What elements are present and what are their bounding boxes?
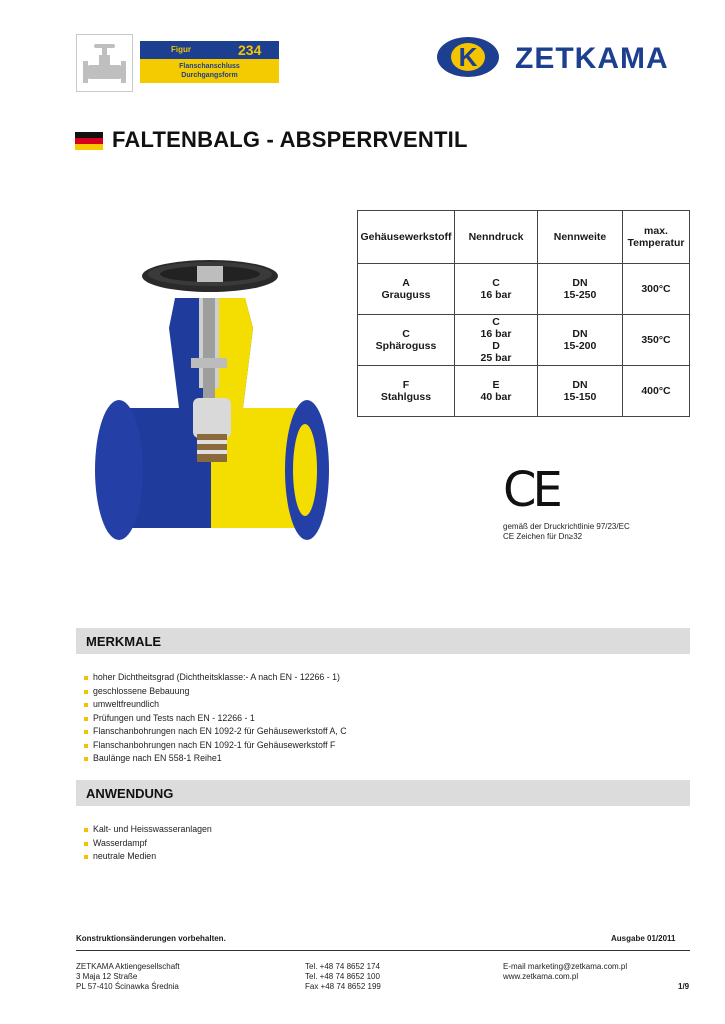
figure-number: 234 (238, 42, 262, 58)
website-link[interactable]: www.zetkama.com.pl (503, 972, 579, 981)
page-number: 1/9 (678, 982, 690, 991)
table-row (358, 366, 690, 417)
merkmale-heading-bar (76, 628, 690, 654)
table-cell: E 40 bar (455, 366, 538, 417)
table-cell: 350°C (623, 315, 690, 366)
anwendung-list (84, 823, 212, 864)
table-cell: A Grauguss (358, 264, 455, 315)
list-item: geschlossene Bebauung (84, 685, 347, 699)
list-item: Flanschanbohrungen nach EN 1092-2 für Gehäusewerkstoff A, C (84, 725, 347, 739)
brand-name: ZETKAMA (515, 42, 669, 75)
footer-edition: Ausgabe 01/2011 (611, 934, 676, 943)
table-header: Nenndruck (455, 211, 538, 264)
figure-label: Figur (171, 45, 191, 54)
figure-desc-line1: Flanschanschluss (179, 63, 240, 70)
table-cell: DN 15-250 (538, 264, 623, 315)
table-cell: 300°C (623, 264, 690, 315)
table-cell: C Sphäroguss (358, 315, 455, 366)
list-item: hoher Dichtheitsgrad (Dichtheitsklasse:- A nach EN - 12266 - 1) (84, 671, 347, 685)
table-cell: DN 15-150 (538, 366, 623, 417)
list-item: neutrale Medien (84, 850, 212, 864)
anwendung-heading-bar (76, 780, 690, 806)
list-item: Prüfungen und Tests nach EN - 12266 - 1 (84, 712, 347, 726)
figure-badge (140, 41, 279, 83)
table-header: Gehäusewerkstoff (358, 211, 455, 264)
valve-illustration (93, 258, 333, 568)
table-cell: C 16 bar (455, 264, 538, 315)
email-link[interactable]: E-mail marketing@zetkama.com.pl (503, 962, 628, 971)
table-row (358, 315, 690, 366)
list-item: Baulänge nach EN 558-1 Reihe1 (84, 752, 347, 766)
table-row (358, 264, 690, 315)
merkmale-list (84, 671, 347, 766)
list-item: Wasserdampf (84, 837, 212, 851)
zetkama-logo (437, 36, 693, 78)
footer-note: Konstruktionsänderungen vorbehalten. (76, 934, 226, 943)
figure-thumbnail (76, 34, 133, 92)
german-flag-icon (75, 132, 103, 150)
footer-divider (76, 950, 690, 951)
list-item: Flanschanbohrungen nach EN 1092-1 für Gehäusewerkstoff F (84, 739, 347, 753)
table-cell: DN 15-200 (538, 315, 623, 366)
table-header: Nennweite (538, 211, 623, 264)
page-title: FALTENBALG - ABSPERRVENTIL (112, 127, 468, 152)
list-item: Kalt- und Heisswasseranlagen (84, 823, 212, 837)
table-cell: 400°C (623, 366, 690, 417)
footer-contact (503, 962, 627, 982)
spec-table (357, 210, 690, 417)
table-header: max. Temperatur (623, 211, 690, 264)
list-item: umweltfreundlich (84, 698, 347, 712)
table-cell: C 16 bar D 25 bar (455, 315, 538, 366)
section-heading: ANWENDUNG (86, 786, 174, 801)
ce-mark-icon: CE (503, 462, 559, 518)
footer-phones: Tel. +48 74 8652 174 Tel. +48 74 8652 100 Fax +48 74 8652 199 (305, 962, 381, 991)
figure-desc-line2: Durchgangsform (181, 72, 238, 79)
valve-thumbnail-icon (77, 35, 132, 91)
table-cell: F Stahlguss (358, 366, 455, 417)
section-heading: MERKMALE (86, 634, 162, 649)
footer-company: ZETKAMA Aktiengesellschaft 3 Maja 12 Straße PL 57-410 Ścinawka Średnia (76, 962, 180, 991)
ce-note: gemäß der Druckrichtlinie 97/23/EC CE Zeichen für Dn≥32 (503, 522, 630, 541)
logo-letter: K (458, 42, 478, 72)
